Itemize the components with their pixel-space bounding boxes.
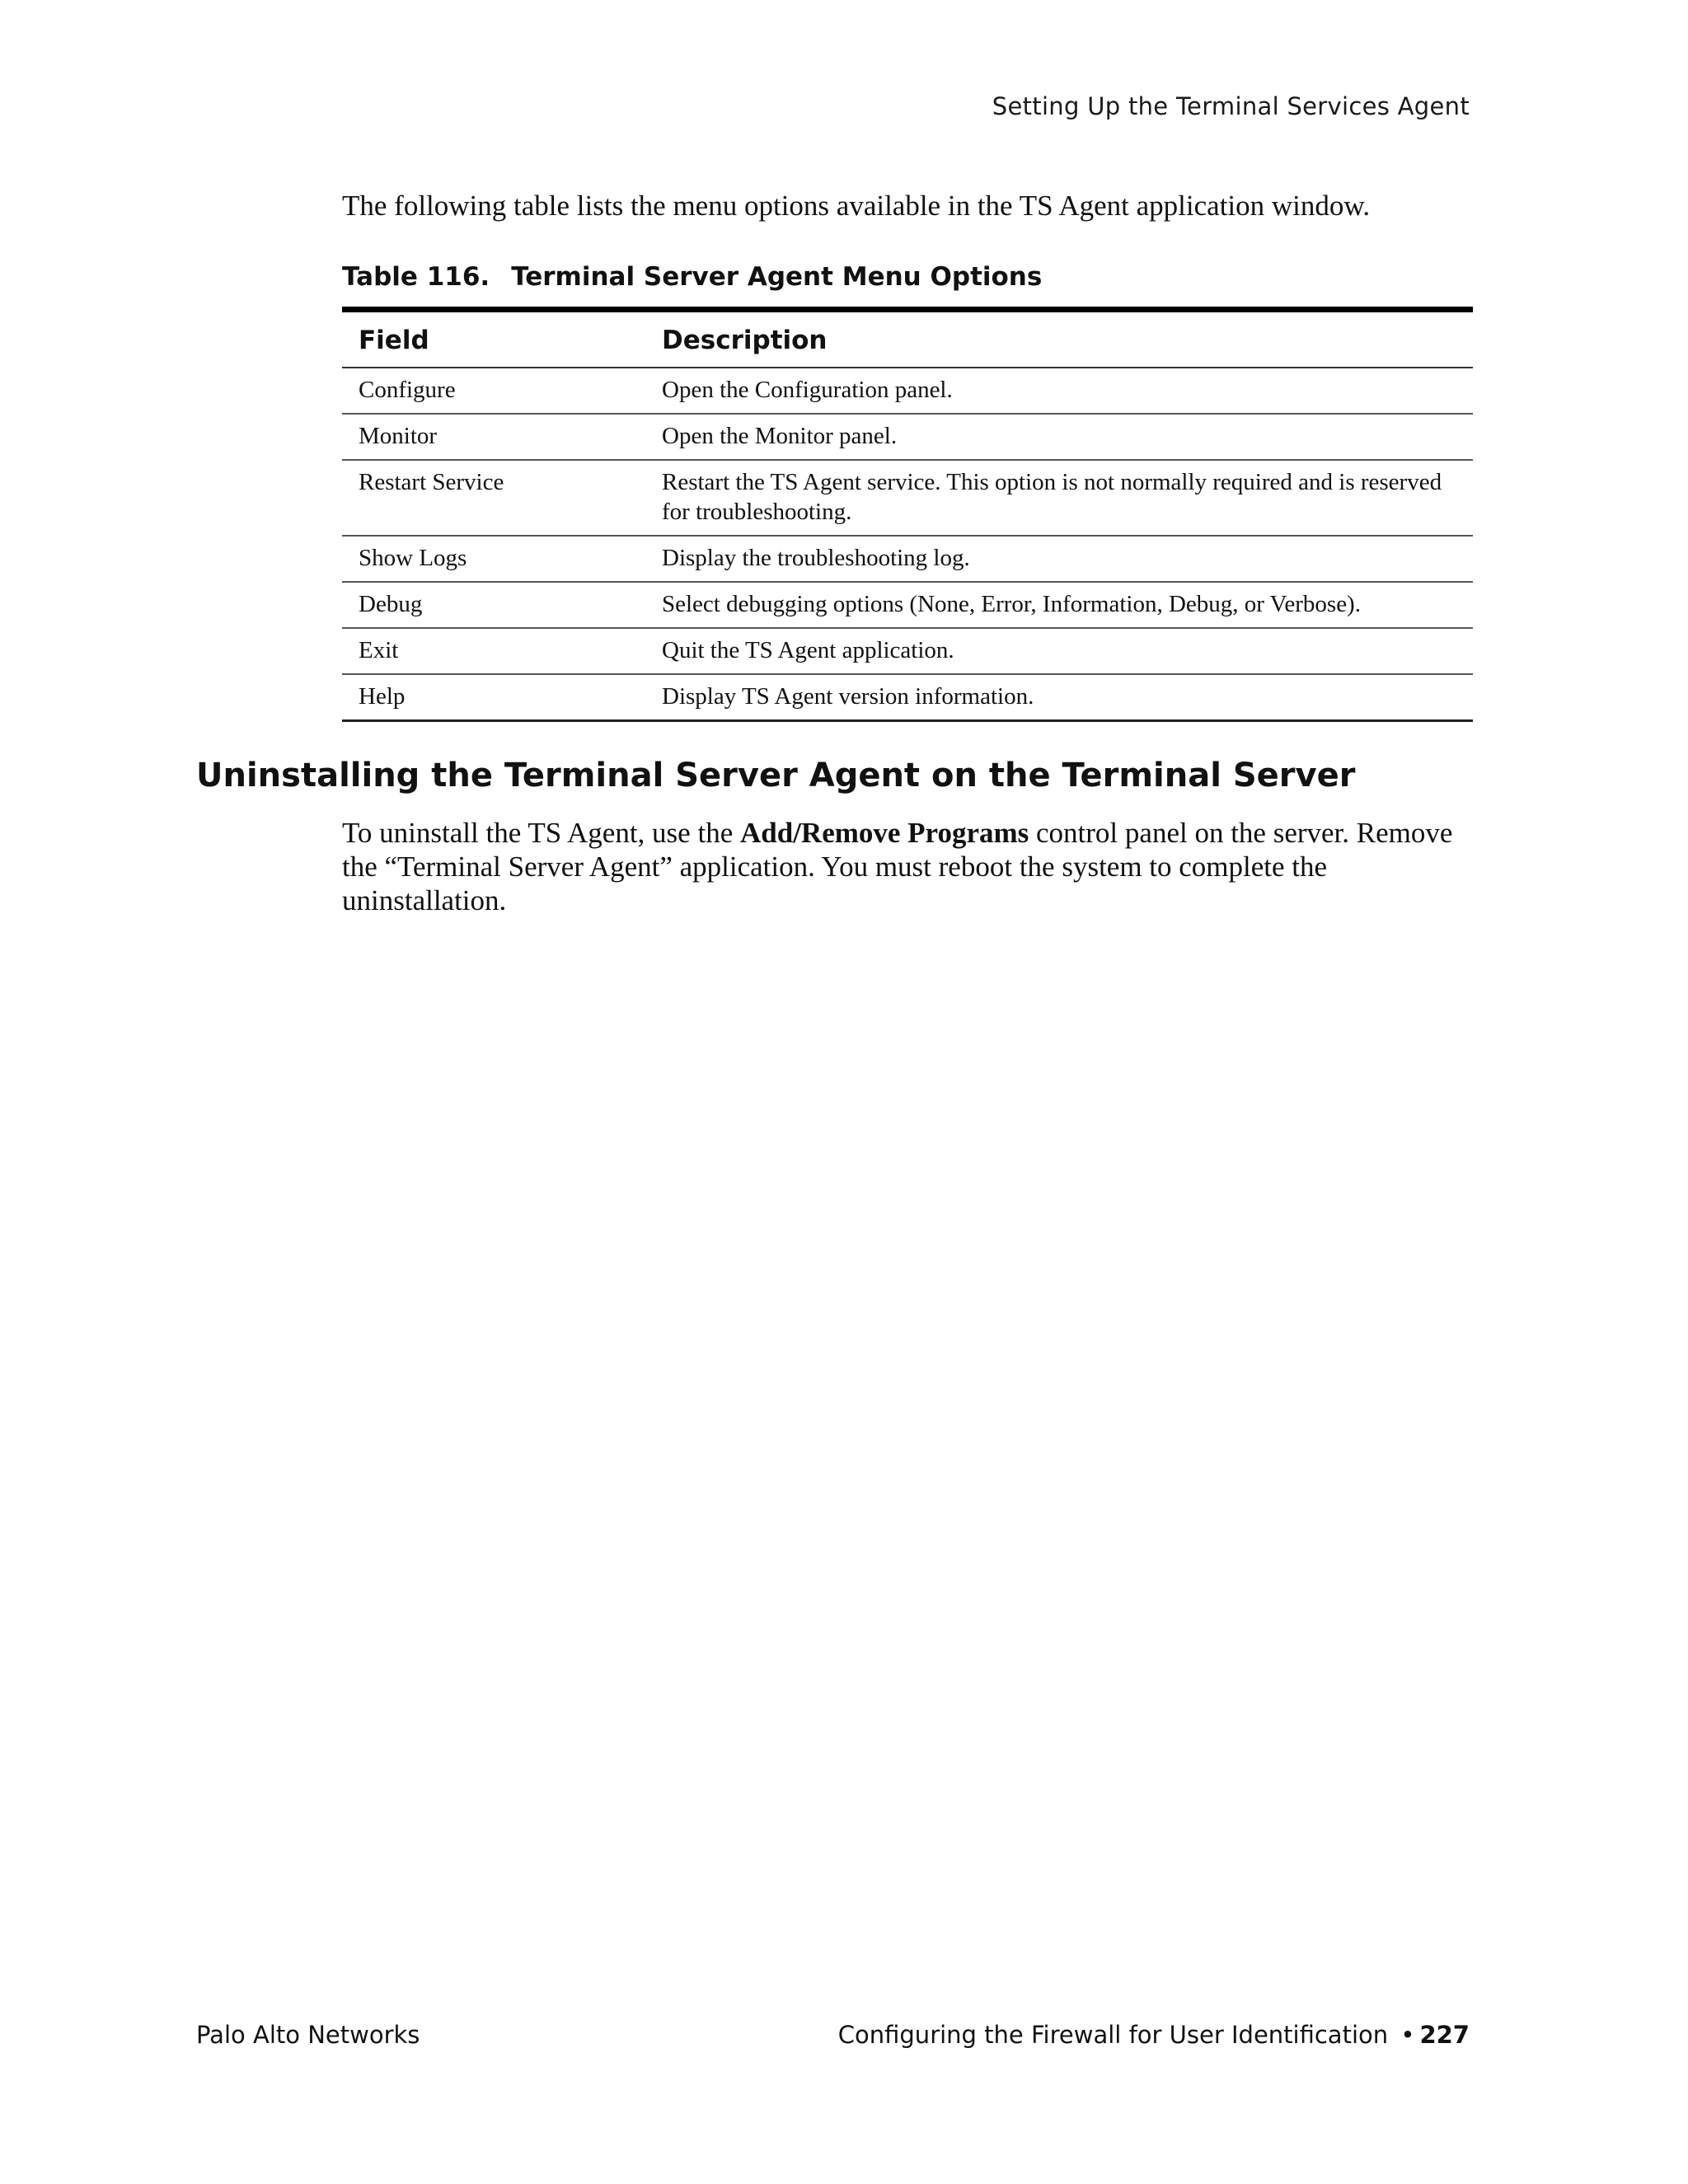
table-cell-field: Debug <box>342 582 645 628</box>
table-row <box>342 628 1473 674</box>
table-cell-description: Display TS Agent version information. <box>645 674 1473 721</box>
table-cell-description: Display the troubleshooting log. <box>645 536 1473 582</box>
paragraph-text-after: control panel on the server. Remove the “Terminal Server Agent” application. You must reboot the system to complete the uninstallation. <box>342 817 1453 916</box>
table-cell-field: Show Logs <box>342 536 645 582</box>
table-cell-field: Restart Service <box>342 460 645 536</box>
table-cell-description: Restart the TS Agent service. This option is not normally required and is reserved for troubleshooting. <box>645 460 1473 536</box>
table-cell-field: Help <box>342 674 645 721</box>
footer-bullet: • <box>1400 2021 1415 2049</box>
footer-chapter-title: Configuring the Firewall for User Identification <box>837 2021 1389 2049</box>
footer-company: Palo Alto Networks <box>196 2021 420 2049</box>
table-row <box>342 460 1473 536</box>
table-caption <box>342 262 1042 292</box>
table-row <box>342 414 1473 460</box>
running-header: Setting Up the Terminal Services Agent <box>992 92 1470 120</box>
uninstall-paragraph <box>342 816 1475 917</box>
menu-options-table <box>342 307 1473 722</box>
table-row <box>342 582 1473 628</box>
table-row <box>342 368 1473 414</box>
section-heading: Uninstalling the Terminal Server Agent on the Terminal Server <box>196 757 1356 794</box>
table-cell-field: Configure <box>342 368 645 414</box>
column-header-field: Field <box>342 310 645 368</box>
table-row <box>342 536 1473 582</box>
table-row <box>342 674 1473 721</box>
table-cell-field: Exit <box>342 628 645 674</box>
paragraph-text-before: To uninstall the TS Agent, use the <box>342 817 740 849</box>
table-cell-description: Open the Configuration panel. <box>645 368 1473 414</box>
table-caption-title: Terminal Server Agent Menu Options <box>511 262 1043 292</box>
column-header-description: Description <box>645 310 1473 368</box>
table-cell-description: Select debugging options (None, Error, Information, Debug, or Verbose). <box>645 582 1473 628</box>
page-number: 227 <box>1419 2021 1470 2049</box>
add-remove-programs-term: Add/Remove Programs <box>739 817 1029 849</box>
footer-chapter <box>838 2021 1470 2049</box>
intro-paragraph: The following table lists the menu options available in the TS Agent application window. <box>342 190 1371 222</box>
table-caption-number: Table 116. <box>342 262 490 292</box>
table-cell-field: Monitor <box>342 414 645 460</box>
table-cell-description: Open the Monitor panel. <box>645 414 1473 460</box>
table-cell-description: Quit the TS Agent application. <box>645 628 1473 674</box>
table-header-row <box>342 310 1473 368</box>
